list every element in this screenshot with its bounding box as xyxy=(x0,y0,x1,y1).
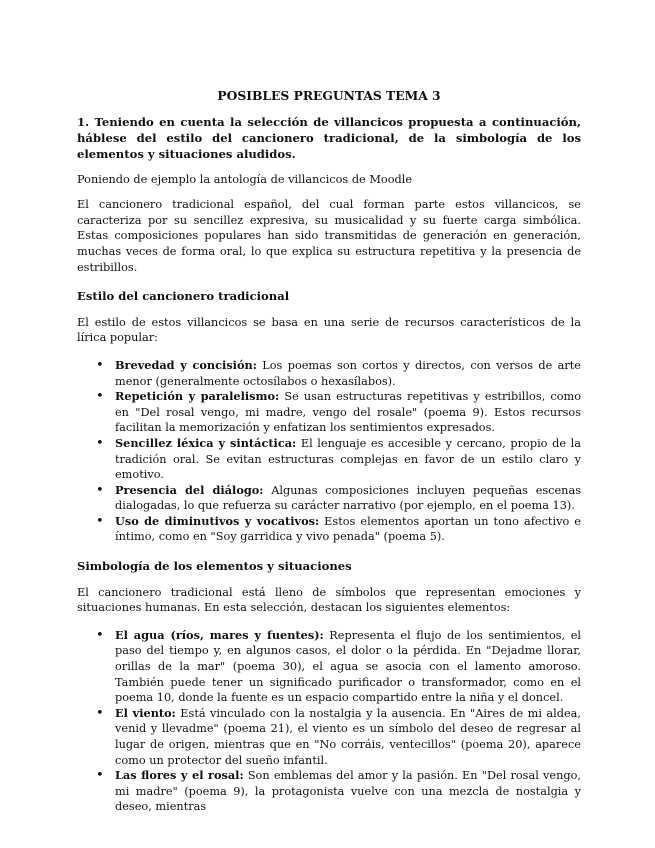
intro-paragraph: El cancionero tradicional español, del cual forman parte estos villancicos, se caracteriza por su sencillez expresiva, su musicalidad y su fuerte carga simbólica. Estas composiciones populares han sido transmitidas de generación en generación, muchas veces de forma oral, lo que explica su estructura repetitiva y la presencia de estribillos. xyxy=(77,198,581,274)
list-item-term: El viento: xyxy=(115,705,176,720)
style-list xyxy=(77,358,581,545)
list-item xyxy=(115,628,581,706)
list-item-term: Repetición y paralelismo: xyxy=(115,389,280,404)
intro-note: Poniendo de ejemplo la antología de villancicos de Moodle xyxy=(77,172,413,186)
list-item xyxy=(115,436,581,483)
list-item-term: Sencillez léxica y sintáctica: xyxy=(115,435,297,450)
question-heading: 1. Teniendo en cuenta la selección de villancicos propuesta a continuación, háblese del estilo del cancionero tradicional, de la simbología de los elementos y situaciones aludidos. xyxy=(77,114,581,161)
section-intro-style: El estilo de estos villancicos se basa en una serie de recursos característicos de la lírica popular: xyxy=(77,315,581,345)
list-item-term: Presencia del diálogo: xyxy=(115,482,264,497)
list-item-text: Está vinculado con la nostalgia y la ausencia. En "Aires de mi aldea, venid y llevadme" (poema 21), el viento es un símbolo del deseo de regresar al lugar de origen, mientras que en "No corráis, ventecillos" (poema 20), aparece como un protector del sueño infantil. xyxy=(115,706,582,767)
list-item xyxy=(115,389,581,436)
list-item-text: Se usan estructuras repetitivas y estribillos, como en "Del rosal vengo, mi madre, vengo del rosale" (poema 9). Estos recursos facilitan la memorización y enfatizan los sentimientos expresados. xyxy=(115,390,582,435)
section-intro-symbolism: El cancionero tradicional está lleno de símbolos que representan emociones y situaciones humanas. En esta selección, destacan los siguientes elementos: xyxy=(77,585,581,615)
list-item-text: Representa el flujo de los sentimientos, el paso del tiempo y, en algunos casos, el dolor o la pérdida. En "Dejadme llorar, orillas de la mar" (poema 30), el agua se asocia con el lamento amoroso. También puede tener un significado purificador o transformador, como en el poema 10, donde la fuente es un espacio compartido entre la niña y el doncel. xyxy=(115,628,582,705)
list-item-term: Brevedad y concisión: xyxy=(115,357,257,372)
document-title: POSIBLES PREGUNTAS TEMA 3 xyxy=(217,88,441,103)
list-item xyxy=(115,768,581,815)
list-item xyxy=(115,706,581,768)
list-item-term: El agua (ríos, mares y fuentes): xyxy=(115,627,324,642)
list-item-text: El lenguaje es accesible y cercano, propio de la tradición oral. Se evitan estructuras complejas en favor de un estilo claro y emotivo. xyxy=(115,436,581,482)
list-item-term: Uso de diminutivos y vocativos: xyxy=(115,513,320,528)
symbolism-list xyxy=(77,628,581,815)
list-item-text: Algunas composiciones incluyen pequeñas escenas dialogadas, lo que refuerza su carácter narrativo (por ejemplo, en el poema 13). xyxy=(115,483,581,513)
section-heading-style: Estilo del cancionero tradicional xyxy=(77,289,290,304)
list-item-text: Los poemas son cortos y directos, con versos de arte menor (generalmente octosílabos o hexasílabos). xyxy=(115,358,581,388)
list-item-text: Estos elementos aportan un tono afectivo e íntimo, como en "Soy garridica y vivo penada" (poema 5). xyxy=(115,514,581,544)
list-item xyxy=(115,358,581,389)
list-item-text: Son emblemas del amor y la pasión. En "Del rosal vengo, mi madre" (poema 9), la protagonista vuelve con una mezcla de nostalgia y deseo, mientras xyxy=(115,769,581,814)
list-item xyxy=(115,483,581,514)
list-item-term: Las flores y el rosal: xyxy=(115,768,244,783)
list-item xyxy=(115,514,581,545)
section-heading-symbolism: Simbología de los elementos y situaciones xyxy=(77,559,352,574)
